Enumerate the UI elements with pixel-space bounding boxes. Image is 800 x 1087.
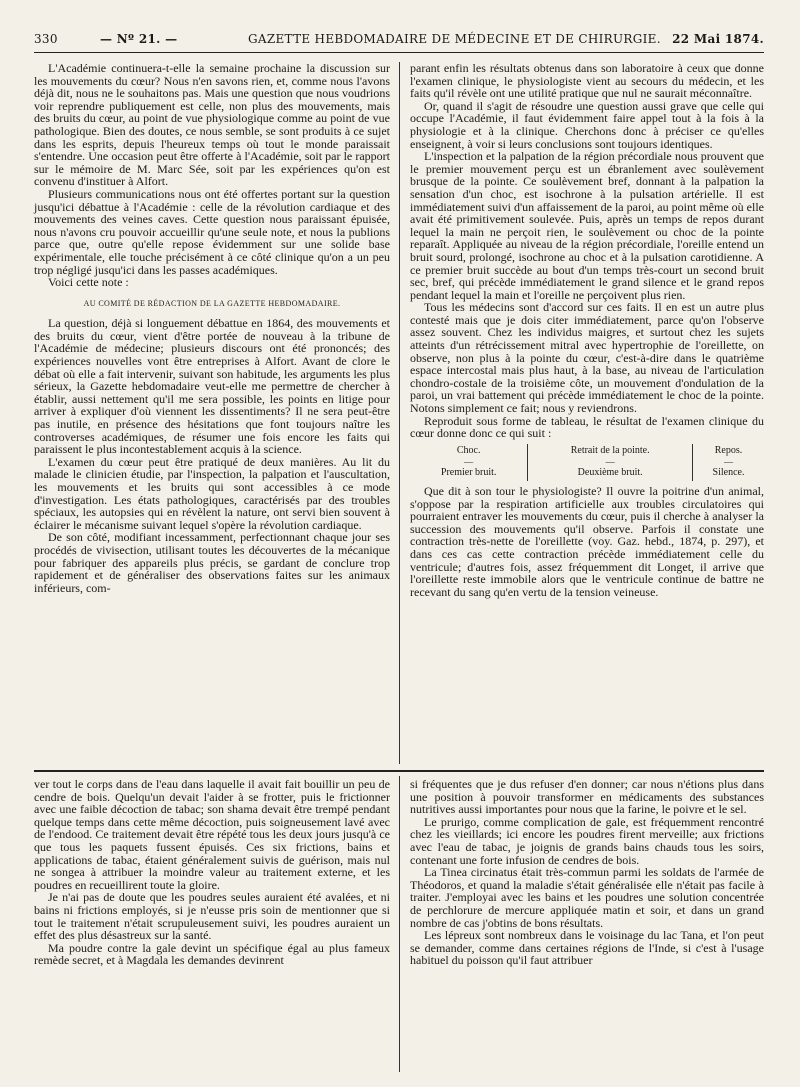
upper-right-column <box>410 62 764 598</box>
paragraph: si fréquentes que je dus refuser d'en donner; car nous n'étions plus dans une position à pouvoir transformer en médicaments des substances nutritives aussi importantes pour nous que la farine, le poivre et le sel. <box>410 777 764 817</box>
paragraph: parant enfin les résultats obtenus dans son laboratoire à ceux que donne l'examen clinique, le physiologiste vient au secours du médecin, et les faits qu'il révèle ont une utilité pratique que nul ne saurait méconnaître. <box>410 61 764 101</box>
paragraph: L'inspection et la palpation de la région précordiale nous prouvent que le premier mouvement perçu est un ébranlement avec soulèvement brusque de la pointe. Ce soulèvement bref, donnant à la palpation la sensation d'un choc, est isochrone à la pulsation artérielle. Il est immédiatement suivi d'un affaissement de la paroi, au point même où elle avait été primitivement soulevée. Puis, après un temps de repos durant lequel la main ne perçoit rien, le soulèvement ou choc de la pointe reparaît. Appliquée au niveau de la région précordiale, l'oreille entend un bruit sourd, prolongé, isochrone au choc et à la pulsation carotidienne. A ce premier bruit succède au bout d'un temps très-court un second bruit sec, bref, qui précède immédiatement le grand silence et le grand repos pendant lequel la main et l'oreille ne perçoivent plus rien. <box>410 149 764 302</box>
upper-left-column <box>34 62 390 594</box>
table-cell: Deuxième bruit. <box>528 466 693 481</box>
column-divider <box>399 62 400 764</box>
section-heading: AU COMITÉ DE RÉDACTION DE LA GAZETTE HEBDOMADAIRE. <box>83 298 341 308</box>
paragraph: L'examen du cœur peut être pratiqué de deux manières. Au lit du malade le clinicien étudie, par l'inspection, la palpation et l'auscultation, les mouvements et les bruits qui sont accessibles à ce mode d'investigation. Les états pathologiques, caractérisés par des troubles spéciaux, les autopsies qui en révèlent la nature, ont servi bien souvent à éclairer le mécanisme suivant lequel s'opère la révolution cardiaque. <box>34 454 390 532</box>
lower-right-column <box>410 778 764 967</box>
paragraph: Voici cette note : <box>48 275 129 290</box>
column-divider <box>399 776 400 1072</box>
table-cell: Choc. <box>410 444 528 459</box>
page-number: 330 <box>34 32 58 46</box>
paragraph: Or, quand il s'agit de résoudre une question aussi grave que celle qui occupe l'Académie, il faut évidemment faire appel tout à la fois à la physiologie et à la clinique. Cherchons donc à préciser ce qu'elles enseignent, à voir si leurs conclusions sont toujours identiques. <box>410 98 764 151</box>
table-cell: — <box>723 457 733 468</box>
table-cell: Retrait de la pointe. <box>528 444 693 459</box>
paragraph: Reproduit sous forme de tableau, le résultat de l'examen clinique du cœur donne donc ce qui suit : <box>410 413 764 441</box>
paragraph: La question, déjà si longuement débattue en 1864, des mouvements et des bruits du cœur, vient d'être portée de nouveau à la tribune de l'Académie de médecine; plusieurs discours ont été prononcés; des expériences nouvelles vont être entreprises à Alfort. Avant de clore le débat où elle a fait intervenir, suivant son habitude, les arguments les plus sérieux, la Gazette hebdomadaire veut-elle me permettre de chercher à établir, aussi nettement qu'il me sera possible, les points en litige pour arriver à expliquer d'où viennent les dissentiments? Il ne sera peut-être pas inutile, en présence des hésitations que font toujours naître les controverses académiques, de résumer une fois encore les faits qui paraissent le plus incontestablement acquis à la science. <box>34 316 390 457</box>
paragraph: La Tinea circinatus était très-commun parmi les soldats de l'armée de Théodoros, et quand la maladie s'était généralisée elle n'était pas facile à traiter. J'employai avec les bains et les poudres une solution concentrée de perchlorure de mercure appliquée matin et soir, et dans un grand nombre de cas j'obtins de bons résultats. <box>410 865 764 930</box>
paragraph: De son côté, modifiant incessamment, perfectionnant chaque jour ses procédés de vivisection, utilisant toutes les découvertes de la mécanique pour fabriquer des appareils plus précis, se gardant de conclure trop rapidement et de généraliser des observations faites sur les animaux inférieurs, com- <box>34 530 390 595</box>
paragraph: Ma poudre contre la gale devint un spécifique égal au plus fameux remède secret, et à Magdala les demandes devinrent <box>34 940 390 968</box>
paragraph: Le prurigo, comme complication de gale, est fréquemment rencontré chez les vieillards; ici encore les poudres firent merveille; aux frictions avec l'eau de tabac, je joignis de grands bains chauds tous les soirs, contenant une forte infusion de cendres de bois. <box>410 814 764 867</box>
issue-number: — Nº 21. — <box>100 32 178 46</box>
running-header <box>34 30 764 53</box>
heart-cycle-table <box>410 444 764 481</box>
paragraph: Tous les médecins sont d'accord sur ces faits. Il en est un autre plus contesté mais que je dois citer immédiatement, parce qu'on l'observe assez souvent. Chez les individus maigres, et surtout chez les sujets atteints d'un rétrécissement mitral avec hypertrophie de l'oreillette, on observe, non plus à la pointe du cœur, c'est-à-dire dans le quatrième espace intercostal mais plus haut, à la base, au niveau de l'articulation chondro-costale de la troisième côte, un mouvement d'ondulation de la paroi, un vrai battement qui précède immédiatement le choc de la pointe. Notons simplement ce fait; nous y reviendrons. <box>410 300 764 416</box>
paragraph: Que dit à son tour le physiologiste? Il ouvre la poitrine d'un animal, s'oppose par la respiration artificielle aux troubles circulatoires qui pourraient entraver les mouvements du cœur, puis il cherche à analyser la succession des mouvements qu'il observe. Parfois il constate une contraction très-nette de l'oreillette (voy. Gaz. hebd., 1874, p. 297), et dans ces cas cette contraction précède immédiatement celle du ventricule; d'autres fois, assez fréquemment dit Longet, il arrive que l'oreillette reste immobile alors que le ventricule continue de battre ne recevant du sang qu'en vertu de la tension veineuse. <box>410 484 764 599</box>
table-cell: Silence. <box>712 467 745 479</box>
paragraph: Plusieurs communications nous ont été offertes portant sur la question jusqu'ici débattue à l'Académie : celle de la révolution cardiaque et des mouvements des veines caves. Cette question nous paraissant épuisée, nous n'avons cru pouvoir accueillir qu'une seule note, et nous la publions parce que, outre qu'elle repose évidemment sur une solide base expérimentale, elle touche précisément à ce côté clinique qu'on a un peu trop négligé jusqu'ici dans les passes académiques. <box>34 186 390 277</box>
table-cell: Premier bruit. <box>410 466 528 481</box>
issue-date: 22 Mai 1874. <box>672 32 764 46</box>
lower-left-column <box>34 778 390 967</box>
paragraph: ver tout le corps dans de l'eau dans laquelle il avait fait bouillir un peu de cendre de bois. Quelqu'un devait l'aider à se frotter, puis le frictionner avec une faible décoction de tabac; son shama devait être trempé pendant quelque temps dans cette même décoction, puis soigneusement lavé avec de l'endood. Ce traitement devait être répété tous les deux jours jusqu'à ce que tous les paquets fussent épuisés. Ces six frictions, bains et applications de tabac, étaient généralement suivis de guérison, mais nul ne songea à attribuer la moindre valeur au traitement externe, et les poudres en recueillirent toute la gloire. <box>34 777 390 892</box>
journal-title: GAZETTE HEBDOMADAIRE DE MÉDECINE ET DE CHIRURGIE. <box>248 32 661 46</box>
section-divider <box>34 770 764 772</box>
paragraph: L'Académie continuera-t-elle la semaine prochaine la discussion sur les mouvements du cœur? Nous n'en savons rien, et, comme nous l'avons déjà dit, nous ne le souhaitons pas. Mais une question que nous voudrions voir reprendre publiquement est celle, non plus des mouvements, mais des bruits du cœur, au point de vue physiologique comme au point de vue pathologique. Bien des doutes, ce nous semble, se sont produits à ce sujet dans les esprits, depuis l'heureux temps où tout le monde paraissait s'entendre. Une occasion peut être offerte à l'Académie, soit par le rapport sur le mémoire de M. Marc Sée, soit par les expériences qu'on est convenu d'instituer à Alfort. <box>34 61 390 189</box>
paragraph: Les lépreux sont nombreux dans le voisinage du lac Tana, et l'on peut se demander, comme dans certaines régions de l'Inde, si c'est à l'usage habituel du poisson qu'il faut attribuer <box>410 928 764 968</box>
table-cell: — <box>410 458 528 466</box>
paragraph: Je n'ai pas de doute que les poudres seules auraient été avalées, et ni bains ni frictions employés, si je n'eusse pris soin de mentionner que si tout le traitement n'était scrupuleusement suivi, les poudres auraient un effet des plus désastreux sur la santé. <box>34 890 390 943</box>
table-cell: — <box>528 458 693 466</box>
table-cell: Repos. <box>714 444 743 456</box>
